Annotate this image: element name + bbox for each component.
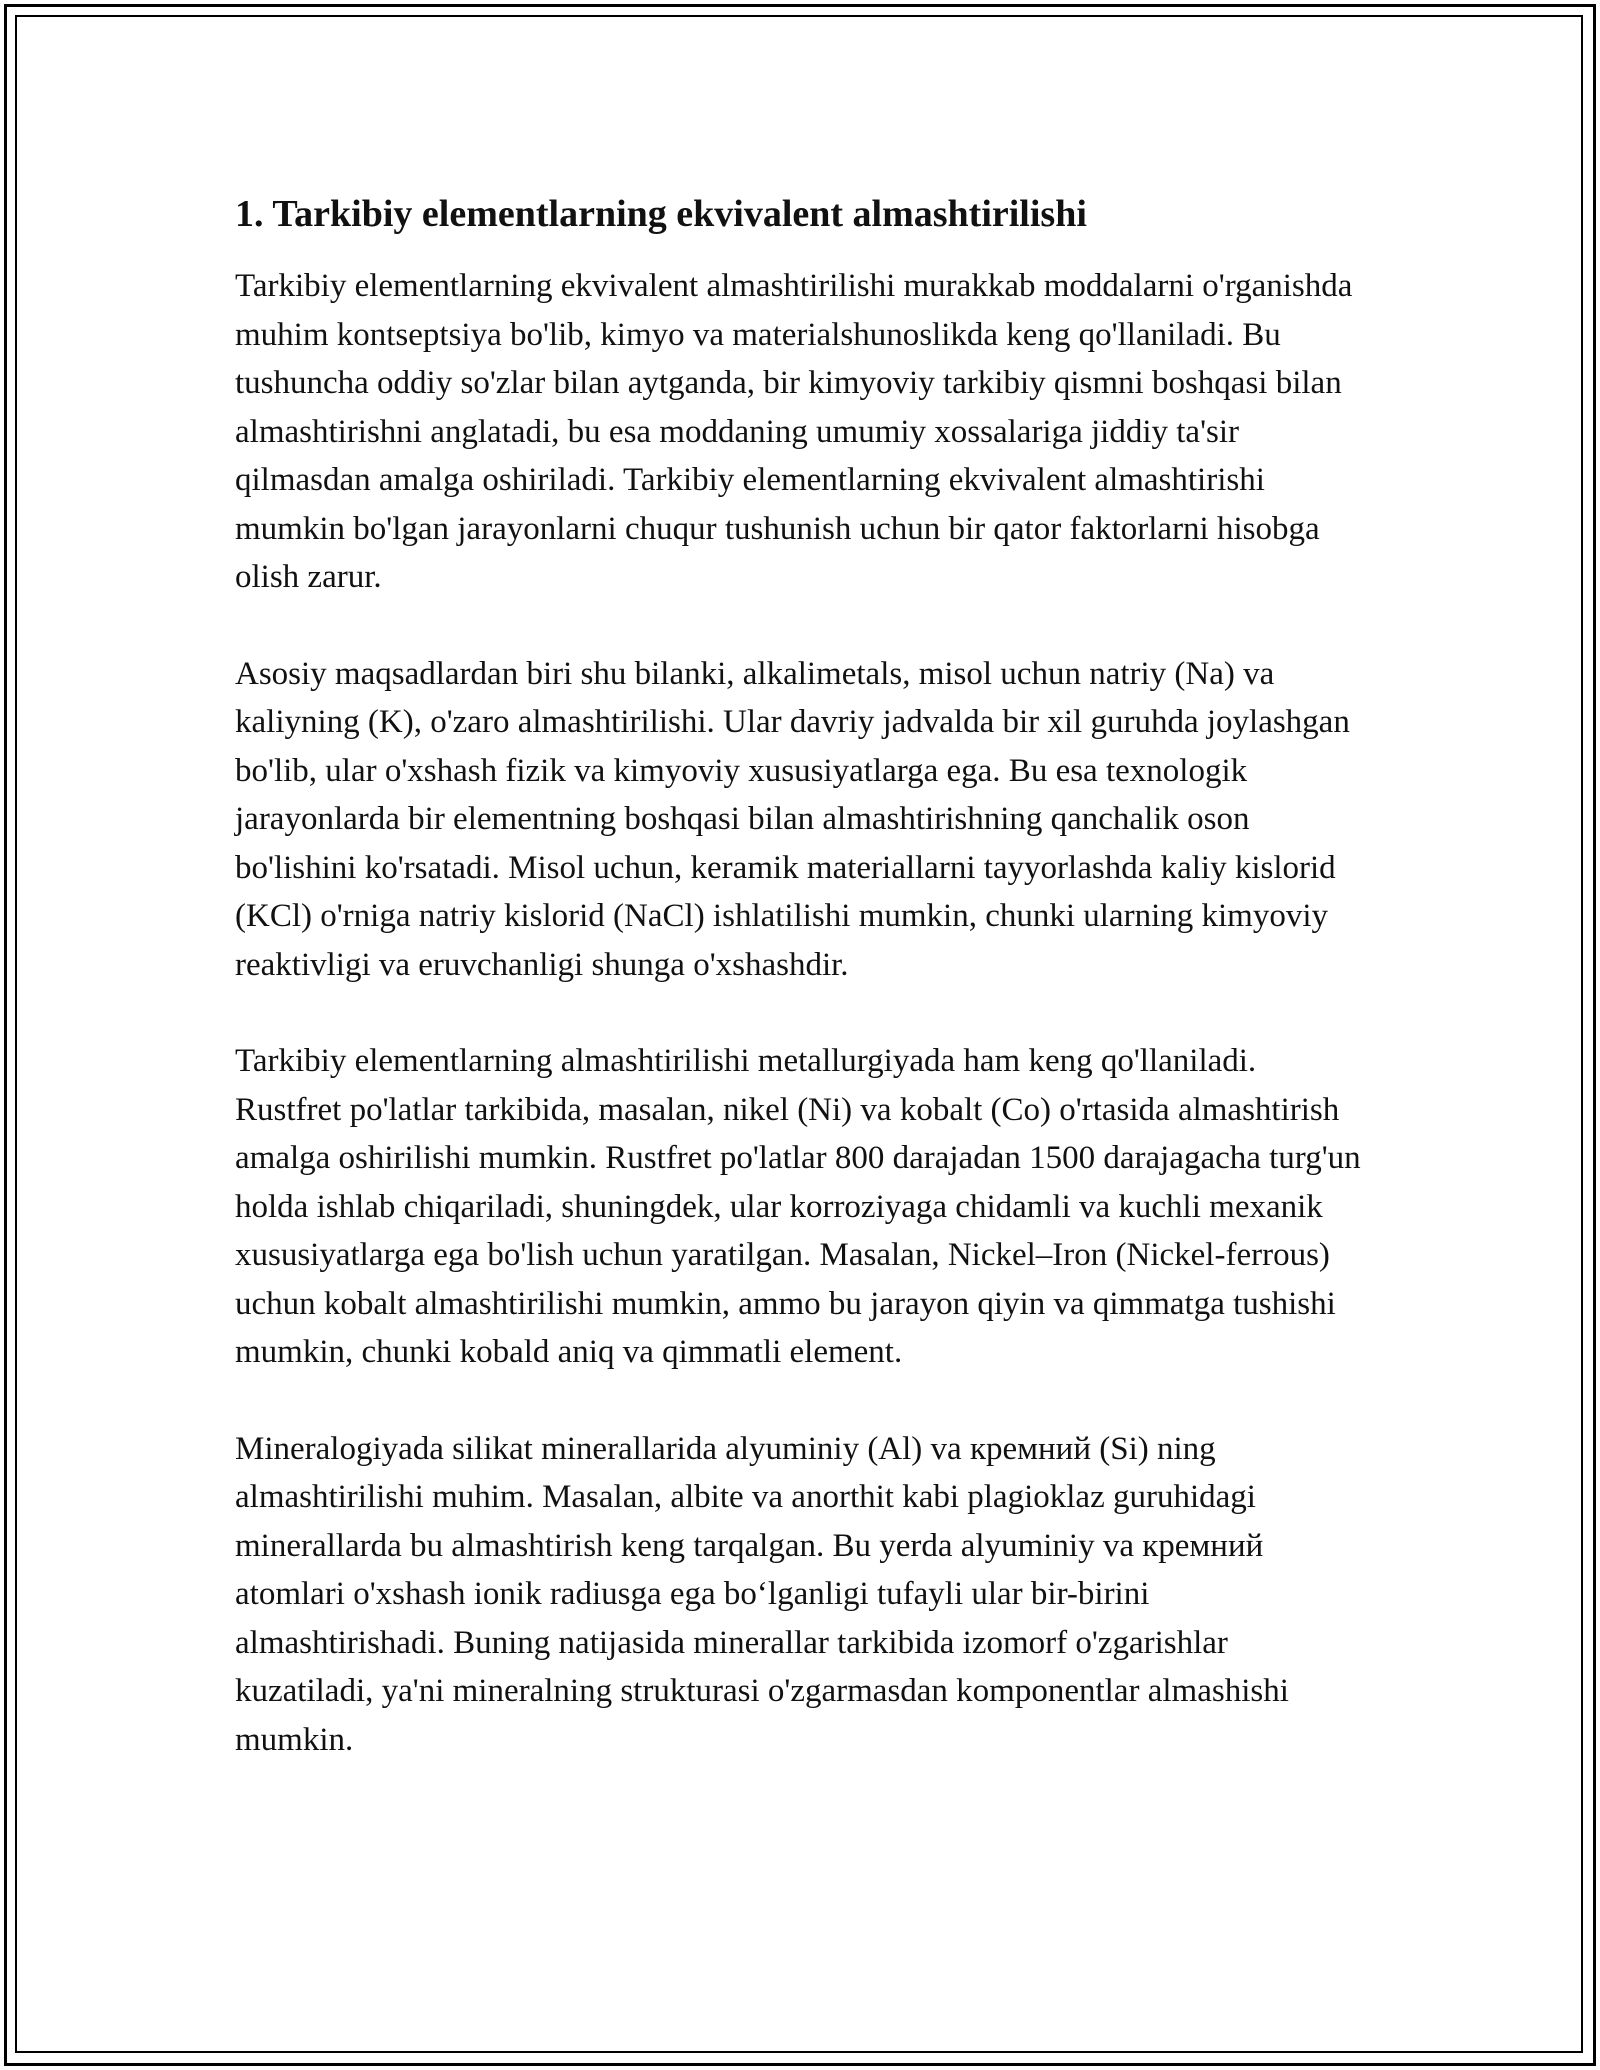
- paragraph-2: Asosiy maqsadlardan biri shu bilanki, alkalimetals, misol uchun natriy (Na) va kaliyning (K), o'zaro almashtirilishi. Ular davriy jadvalda bir xil guruhda joylashgan bo'lib, ular o'xshash fizik va kimyoviy xususiyatlarga ega. Bu esa texnologik jarayonlarda bir elementning boshqasi bilan almashtirishning qanchalik oson bo'lishini ko'rsatadi. Misol uchun, keramik materiallarni tayyorlashda kaliy kislorid (KCl) o'rniga natriy kislorid (NaCl) ishlatilishi mumkin, chunki ularning kimyoviy reaktivligi va eruvchanligi shunga o'xshashdir.: [235, 655, 1350, 983]
- document-body: [235, 186, 1365, 1812]
- paragraph-3: Tarkibiy elementlarning almashtirilishi metallurgiyada ham keng qo'llaniladi. Rustfret po'latlar tarkibida, masalan, nikel (Ni) va kobalt (Co) o'rtasida almashtirish amalga oshirilishi mumkin. Rustfret po'latlar 800 darajadan 1500 darajagacha turg'un holda ishlab chiqariladi, shuningdek, ular korroziyaga chidamli va kuchli mexanik xususiyatlarga ega bo'lish uchun yaratilgan. Masalan, Nickel–Iron (Nickel-ferrous) uchun kobalt almashtirilishi mumkin, ammo bu jarayon qiyin va qimmatga tushishi mumkin, chunki kobald aniq va qimmatli element.: [235, 1043, 1361, 1370]
- paragraph-4: Mineralogiyada silikat minerallarida alyuminiy (Al) va кремний (Si) ning almashtirilishi muhim. Masalan, albite va anorthit kabi plagioklaz guruhidagi minerallarda bu almashtirish keng tarqalgan. Bu yerda alyuminiy va кремний atomlari o'xshash ionik radiusga ega bo‘lganligi tufayli ular bir-birini almashtirishadi. Buning natijasida minerallar tarkibida izomorf o'zgarishlar kuzatiladi, ya'ni mineralning strukturasi o'zgarmasdan komponentlar almashishi mumkin.: [235, 1430, 1289, 1758]
- section-title: 1. Tarkibiy elementlarning ekvivalent almashtirilishi: [235, 193, 1087, 235]
- paragraph-1: Tarkibiy elementlarning ekvivalent almashtirilishi murakkab moddalarni o'rganishda muhim kontseptsiya bo'lib, kimyo va materialshunoslikda keng qo'llaniladi. Bu tushuncha oddiy so'zlar bilan aytganda, bir kimyoviy tarkibiy qismni boshqasi bilan almashtirishni anglatadi, bu esa moddaning umumiy xossalariga jiddiy ta'sir qilmasdan amalga oshiriladi. Tarkibiy elementlarning ekvivalent almashtirishi mumkin bo'lgan jarayonlarni chuqur tushunish uchun bir qator faktorlarni hisobga olish zarur.: [235, 268, 1353, 595]
